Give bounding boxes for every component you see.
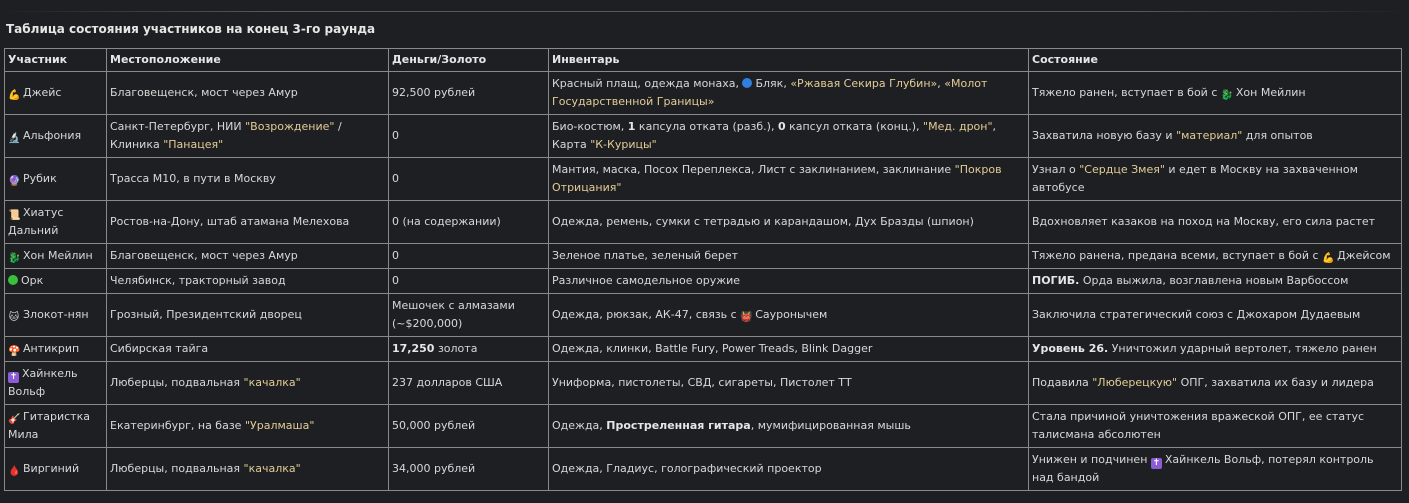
cell-text: Зеленое платье, зеленый берет: [552, 249, 739, 262]
participant-cell: [5, 337, 107, 362]
cell-text: , Карта: [552, 120, 997, 151]
cell-text: 0: [392, 274, 399, 287]
bold-text: 0: [777, 120, 786, 133]
bold-text: ПОГИБ.: [1032, 274, 1080, 287]
cell-text: ,: [937, 77, 945, 90]
column-header-status: Состояние: [1029, 49, 1402, 72]
column-header-participant: Участник: [5, 49, 107, 72]
participant-name: Джейс: [23, 86, 62, 99]
location-cell: [107, 158, 389, 201]
cell-text: 0: [392, 249, 399, 262]
participant-cell: [5, 362, 107, 405]
column-header-inventory: Инвентарь: [549, 49, 1029, 72]
cell-text: 237 долларов США: [392, 376, 503, 389]
inventory-cell: [549, 337, 1029, 362]
participant-cell: [5, 448, 107, 491]
participant-cell: [5, 269, 107, 294]
bold-text: Простреленная гитара: [606, 419, 751, 432]
cell-text: Одежда, ремень, сумки с тетрадью и карандашом, Дух Бразды (шпион): [552, 215, 974, 228]
highlighted-text: "Панацея": [163, 138, 224, 151]
inventory-cell: [549, 405, 1029, 448]
location-cell: [107, 448, 389, 491]
inline-emoji-icon: 💪: [1322, 253, 1335, 264]
location-cell: [107, 201, 389, 244]
cell-text: Подавила: [1032, 376, 1093, 389]
cell-text: Екатеринбург, на базе: [110, 419, 245, 432]
scroll-icon: 📜: [8, 210, 21, 221]
money-cell: [389, 448, 549, 491]
participant-cell: [5, 405, 107, 448]
status-cell: [1029, 201, 1402, 244]
green-circle-icon: [8, 275, 18, 285]
cell-text: ОПГ, захватила их базу и лидера: [1177, 376, 1374, 389]
money-cell: [389, 405, 549, 448]
status-cell: [1029, 269, 1402, 294]
money-cell: [389, 201, 549, 244]
table-row: [5, 72, 1402, 115]
page-title: Таблица состояния участников на конец 3-го раунда: [6, 22, 376, 36]
cell-text: Челябинск, тракторный завод: [110, 274, 286, 287]
cell-text: / Клиника: [110, 120, 342, 151]
top-divider: [0, 11, 1409, 12]
table-row: [5, 269, 1402, 294]
cell-text: Тяжело ранена, предана всеми, вступает в бой с: [1032, 249, 1323, 262]
table-body: [5, 72, 1402, 491]
inventory-cell: [549, 158, 1029, 201]
cell-text: Бляк,: [755, 77, 791, 90]
table-row: [5, 362, 1402, 405]
cell-text: Санкт-Петербург, НИИ: [110, 120, 246, 133]
column-header-money: Деньги/Золото: [389, 49, 549, 72]
inline-emoji-icon: 🐉: [1220, 90, 1234, 101]
status-cell: [1029, 405, 1402, 448]
cell-text: Стала причиной уничтожения вражеской ОПГ, ее статус талисмана абсолютен: [1032, 410, 1365, 441]
money-cell: [389, 115, 549, 158]
highlighted-text: "Сердце Змея": [1079, 163, 1165, 176]
cell-text: Благовещенск, мост через Амур: [110, 86, 298, 99]
participant-name: Хиатус Дальний: [8, 206, 64, 237]
location-cell: [107, 337, 389, 362]
status-cell: [1029, 158, 1402, 201]
highlighted-text: "качалка": [243, 376, 301, 389]
highlighted-text: «Молот Государственной Границы»: [552, 77, 988, 108]
table-row: [5, 337, 1402, 362]
cell-text: Джейсом: [1337, 249, 1391, 262]
status-cell: [1029, 115, 1402, 158]
cell-text: Захватила новую базу и: [1032, 129, 1177, 142]
participant-cell: [5, 201, 107, 244]
inventory-cell: [549, 269, 1029, 294]
participant-cell: [5, 115, 107, 158]
participants-table: [4, 48, 1402, 491]
cell-text: 0: [392, 172, 399, 185]
cell-text: Люберцы, подвальная: [110, 462, 244, 475]
cell-text: Сибирская тайга: [110, 342, 209, 355]
cell-text: , мумифицированная мышь: [750, 419, 911, 432]
cell-text: Мешочек с алмазами (~$200,000): [392, 299, 515, 330]
cell-text: Вдохновляет казаков на поход на Москву, его сила растет: [1032, 215, 1376, 228]
crystal-ball-icon: 🔮: [8, 176, 21, 187]
cell-text: Мантия, маска, Посох Переплекса, Лист с заклинанием, заклинание: [552, 163, 955, 176]
cell-text: 0: [392, 129, 399, 142]
cell-text: Орда выжила, возглавлена новым Варбоссом: [1079, 274, 1349, 287]
cell-text: Ростов-на-Дону, штаб атамана Мелехова: [110, 215, 350, 228]
inline-emoji-icon: 👹: [740, 312, 753, 323]
bold-text: 1: [627, 120, 636, 133]
highlighted-text: "Возрождение": [245, 120, 335, 133]
bold-text: Уровень 26.: [1032, 342, 1109, 355]
participant-name: Злокот-нян: [23, 308, 89, 321]
cell-text: Хон Мейлин: [1235, 86, 1306, 99]
column-header-location: Местоположение: [107, 49, 389, 72]
money-cell: [389, 362, 549, 405]
cell-text: Унижен и подчинен: [1032, 453, 1151, 466]
inventory-cell: [549, 201, 1029, 244]
cell-text: Заключила стратегический союз с Джохаром Дудаевым: [1032, 308, 1361, 321]
cell-text: Узнал о: [1032, 163, 1080, 176]
highlighted-text: "Покров Отрицания": [552, 163, 1002, 194]
participant-name: Виргиний: [23, 462, 80, 475]
highlighted-text: "Уралмаша": [244, 419, 315, 432]
money-cell: [389, 337, 549, 362]
flexed-arm-icon: 💪: [8, 90, 21, 101]
blue-circle-icon: [742, 78, 752, 88]
table-header-row: [5, 49, 1402, 72]
inventory-cell: [549, 244, 1029, 269]
status-cell: [1029, 72, 1402, 115]
cell-text: Униформа, пистолеты, СВД, сигареты, Пистолет ТТ: [552, 376, 852, 389]
dragon-icon: 🐉: [8, 253, 21, 264]
cell-text: 92,500 рублей: [392, 86, 476, 99]
cell-text: Уничтожил ударный вертолет, тяжело ранен: [1108, 342, 1377, 355]
status-cell: [1029, 448, 1402, 491]
inventory-cell: [549, 294, 1029, 337]
cell-text: Благовещенск, мост через Амур: [110, 249, 298, 262]
money-cell: [389, 294, 549, 337]
table-row: [5, 158, 1402, 201]
participant-name: Хон Мейлин: [23, 249, 93, 262]
highlighted-text: "материал": [1176, 129, 1243, 142]
highlighted-text: "Мед. дрон": [923, 120, 993, 133]
cell-text: Трасса М10, в пути в Москву: [110, 172, 276, 185]
table-row: [5, 115, 1402, 158]
guitar-icon: 🎸: [8, 414, 21, 425]
cell-text: Грозный, Президентский дворец: [110, 308, 302, 321]
cell-text: Различное самодельное оружие: [552, 274, 741, 287]
status-cell: [1029, 362, 1402, 405]
cell-text: Одежда, рюкзак, АК-47, связь с: [552, 308, 741, 321]
cell-text: Красный плащ, одежда монаха,: [552, 77, 743, 90]
participant-cell: [5, 244, 107, 269]
status-cell: [1029, 294, 1402, 337]
location-cell: [107, 294, 389, 337]
participant-name: Орк: [21, 274, 44, 287]
highlighted-text: "К-Курицы": [590, 138, 657, 151]
location-cell: [107, 115, 389, 158]
inventory-cell: [549, 448, 1029, 491]
table-row: [5, 244, 1402, 269]
participant-cell: [5, 294, 107, 337]
inventory-cell: [549, 115, 1029, 158]
cell-text: Био-костюм,: [552, 120, 628, 133]
cell-text: Одежда, клинки, Battle Fury, Power Treads, Blink Dagger: [552, 342, 873, 355]
cell-text: Одежда,: [552, 419, 607, 432]
participant-name: Альфония: [23, 129, 82, 142]
microscope-icon: 🔬: [8, 133, 21, 144]
cell-text: Сауронычем: [755, 308, 828, 321]
inventory-cell: [549, 362, 1029, 405]
cell-text: для опытов: [1242, 129, 1313, 142]
blood-drop-icon: 🩸: [8, 466, 21, 477]
money-cell: [389, 72, 549, 115]
status-cell: [1029, 244, 1402, 269]
table-row: [5, 448, 1402, 491]
money-cell: [389, 158, 549, 201]
cell-text: 34,000 рублей: [392, 462, 476, 475]
participant-name: Рубик: [23, 172, 57, 185]
bold-text: 17,250: [392, 342, 435, 355]
cross-icon: ✝: [9, 372, 18, 382]
cell-text: 0 (на содержании): [392, 215, 501, 228]
cell-text: Одежда, Гладиус, голографический проектор: [552, 462, 822, 475]
participant-cell: [5, 72, 107, 115]
cell-text: капсула отката (разб.),: [635, 120, 778, 133]
table-row: [5, 201, 1402, 244]
participant-name: Хайнкель Вольф: [8, 367, 78, 398]
inventory-cell: [549, 72, 1029, 115]
table-row: [5, 294, 1402, 337]
cross-icon: ✝: [1152, 458, 1161, 468]
cell-text: Хайнкель Вольф, потерял контроль над бандой: [1032, 453, 1374, 484]
location-cell: [107, 72, 389, 115]
cell-text: 50,000 рублей: [392, 419, 476, 432]
table-row: [5, 405, 1402, 448]
cat-face-icon: 🐱: [8, 312, 20, 323]
status-cell: [1029, 337, 1402, 362]
location-cell: [107, 269, 389, 294]
participant-cell: [5, 158, 107, 201]
location-cell: [107, 405, 389, 448]
location-cell: [107, 362, 389, 405]
cell-text: Тяжело ранен, вступает в бой с: [1032, 86, 1221, 99]
highlighted-text: "Люберецкую": [1092, 376, 1178, 389]
participant-name: Антикрип: [23, 342, 80, 355]
money-cell: [389, 244, 549, 269]
cell-text: капсул отката (конц.),: [785, 120, 924, 133]
location-cell: [107, 244, 389, 269]
cell-text: золота: [434, 342, 478, 355]
participant-name: Гитаристка Мила: [8, 410, 90, 441]
highlighted-text: "качалка": [243, 462, 301, 475]
cell-text: и едет в Москву на захваченном автобусе: [1032, 163, 1358, 194]
cell-text: Люберцы, подвальная: [110, 376, 244, 389]
highlighted-text: «Ржавая Секира Глубин»: [790, 77, 938, 90]
mushroom-icon: 🍄: [8, 346, 21, 357]
money-cell: [389, 269, 549, 294]
